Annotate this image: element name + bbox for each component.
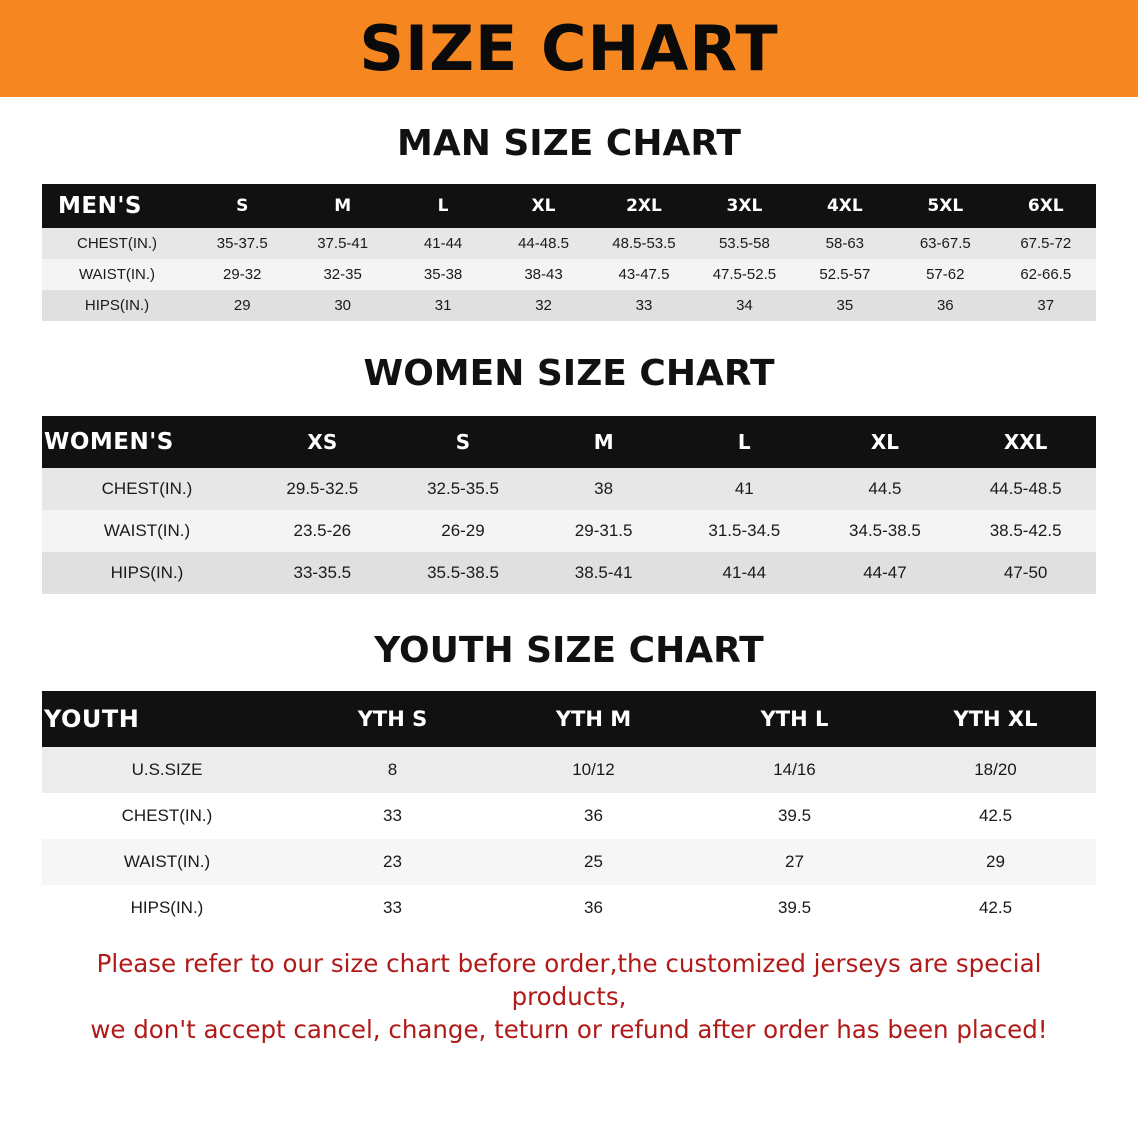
table-cell: 62-66.5 bbox=[996, 259, 1097, 290]
table-cell: 26-29 bbox=[393, 510, 534, 552]
table-cell: 32.5-35.5 bbox=[393, 468, 534, 510]
page-title: SIZE CHART bbox=[359, 11, 779, 85]
row-label: HIPS(IN.) bbox=[42, 290, 192, 321]
man-header-cell: M bbox=[292, 184, 392, 228]
note-line-2: we don't accept cancel, change, teturn or refund after order has been placed! bbox=[90, 1015, 1048, 1045]
table-cell: 29 bbox=[192, 290, 292, 321]
table-cell: 33 bbox=[292, 885, 493, 931]
table-cell: 38.5-41 bbox=[533, 552, 674, 594]
women-header-cell: WOMEN'S bbox=[42, 416, 252, 468]
table-cell: 38 bbox=[533, 468, 674, 510]
table-cell: 41-44 bbox=[393, 228, 493, 259]
table-cell: 41 bbox=[674, 468, 815, 510]
table-cell: 48.5-53.5 bbox=[594, 228, 694, 259]
man-header-cell: S bbox=[192, 184, 292, 228]
women-section-title: WOMEN SIZE CHART bbox=[363, 353, 775, 394]
table-cell: 47.5-52.5 bbox=[694, 259, 794, 290]
table-cell: 31 bbox=[393, 290, 493, 321]
women-header-cell: XXL bbox=[955, 416, 1096, 468]
man-header-cell: 6XL bbox=[996, 184, 1097, 228]
row-label: CHEST(IN.) bbox=[42, 793, 292, 839]
table-row bbox=[42, 885, 1096, 931]
table-cell: 14/16 bbox=[694, 747, 895, 793]
table-cell: 31.5-34.5 bbox=[674, 510, 815, 552]
women-header-cell: XL bbox=[815, 416, 956, 468]
row-label: WAIST(IN.) bbox=[42, 510, 252, 552]
women-size-table bbox=[42, 416, 1096, 594]
table-cell: 37.5-41 bbox=[292, 228, 392, 259]
women-table-wrap bbox=[0, 416, 1138, 594]
man-table-header-row bbox=[42, 184, 1096, 228]
table-cell: 23.5-26 bbox=[252, 510, 393, 552]
table-row bbox=[42, 228, 1096, 259]
table-cell: 39.5 bbox=[694, 793, 895, 839]
table-cell: 32 bbox=[493, 290, 593, 321]
man-section-title: MAN SIZE CHART bbox=[397, 123, 741, 164]
table-cell: 67.5-72 bbox=[996, 228, 1097, 259]
table-cell: 25 bbox=[493, 839, 694, 885]
table-row bbox=[42, 468, 1096, 510]
man-header-cell: 3XL bbox=[694, 184, 794, 228]
row-label: CHEST(IN.) bbox=[42, 468, 252, 510]
table-cell: 35.5-38.5 bbox=[393, 552, 534, 594]
youth-header-cell: YTH S bbox=[292, 691, 493, 747]
table-cell: 36 bbox=[895, 290, 995, 321]
women-header-cell: S bbox=[393, 416, 534, 468]
women-header-cell: M bbox=[533, 416, 674, 468]
table-cell: 33-35.5 bbox=[252, 552, 393, 594]
table-cell: 43-47.5 bbox=[594, 259, 694, 290]
youth-size-table bbox=[42, 691, 1096, 931]
size-chart-banner bbox=[0, 0, 1138, 97]
table-cell: 33 bbox=[594, 290, 694, 321]
table-cell: 30 bbox=[292, 290, 392, 321]
women-header-cell: XS bbox=[252, 416, 393, 468]
table-cell: 38-43 bbox=[493, 259, 593, 290]
table-cell: 29-31.5 bbox=[533, 510, 674, 552]
table-cell: 36 bbox=[493, 793, 694, 839]
youth-section-title: YOUTH SIZE CHART bbox=[374, 630, 764, 671]
table-row bbox=[42, 290, 1096, 321]
table-row bbox=[42, 793, 1096, 839]
table-cell: 58-63 bbox=[795, 228, 895, 259]
table-cell: 10/12 bbox=[493, 747, 694, 793]
table-row bbox=[42, 552, 1096, 594]
table-cell: 23 bbox=[292, 839, 493, 885]
table-cell: 34 bbox=[694, 290, 794, 321]
table-cell: 27 bbox=[694, 839, 895, 885]
table-cell: 36 bbox=[493, 885, 694, 931]
table-cell: 32-35 bbox=[292, 259, 392, 290]
table-cell: 37 bbox=[996, 290, 1097, 321]
youth-header-cell: YOUTH bbox=[42, 691, 292, 747]
table-cell: 44-48.5 bbox=[493, 228, 593, 259]
man-header-cell: 4XL bbox=[795, 184, 895, 228]
table-row bbox=[42, 510, 1096, 552]
women-header-cell: L bbox=[674, 416, 815, 468]
table-cell: 44.5-48.5 bbox=[955, 468, 1096, 510]
table-cell: 42.5 bbox=[895, 885, 1096, 931]
table-cell: 38.5-42.5 bbox=[955, 510, 1096, 552]
man-header-cell: 5XL bbox=[895, 184, 995, 228]
table-cell: 44-47 bbox=[815, 552, 956, 594]
table-cell: 35-38 bbox=[393, 259, 493, 290]
table-cell: 34.5-38.5 bbox=[815, 510, 956, 552]
table-cell: 29-32 bbox=[192, 259, 292, 290]
row-label: WAIST(IN.) bbox=[42, 259, 192, 290]
man-header-cell: 2XL bbox=[594, 184, 694, 228]
man-header-cell: MEN'S bbox=[42, 184, 192, 228]
table-cell: 29.5-32.5 bbox=[252, 468, 393, 510]
man-size-table bbox=[42, 184, 1096, 321]
row-label: U.S.SIZE bbox=[42, 747, 292, 793]
row-label: HIPS(IN.) bbox=[42, 885, 292, 931]
table-cell: 42.5 bbox=[895, 793, 1096, 839]
table-cell: 52.5-57 bbox=[795, 259, 895, 290]
table-cell: 47-50 bbox=[955, 552, 1096, 594]
youth-header-cell: YTH M bbox=[493, 691, 694, 747]
table-row bbox=[42, 259, 1096, 290]
row-label: HIPS(IN.) bbox=[42, 552, 252, 594]
row-label: WAIST(IN.) bbox=[42, 839, 292, 885]
youth-header-cell: YTH XL bbox=[895, 691, 1096, 747]
table-cell: 41-44 bbox=[674, 552, 815, 594]
table-cell: 53.5-58 bbox=[694, 228, 794, 259]
table-cell: 63-67.5 bbox=[895, 228, 995, 259]
table-cell: 8 bbox=[292, 747, 493, 793]
table-row bbox=[42, 839, 1096, 885]
man-header-cell: XL bbox=[493, 184, 593, 228]
table-cell: 39.5 bbox=[694, 885, 895, 931]
table-cell: 57-62 bbox=[895, 259, 995, 290]
youth-table-wrap bbox=[0, 691, 1138, 931]
table-cell: 29 bbox=[895, 839, 1096, 885]
youth-table-header-row bbox=[42, 691, 1096, 747]
man-table-wrap bbox=[0, 184, 1138, 321]
women-table-header-row bbox=[42, 416, 1096, 468]
table-row bbox=[42, 747, 1096, 793]
table-cell: 35 bbox=[795, 290, 895, 321]
order-policy-note bbox=[36, 947, 1102, 1046]
table-cell: 44.5 bbox=[815, 468, 956, 510]
table-cell: 18/20 bbox=[895, 747, 1096, 793]
man-header-cell: L bbox=[393, 184, 493, 228]
table-cell: 35-37.5 bbox=[192, 228, 292, 259]
note-line-1: Please refer to our size chart before order,the customized jerseys are special products, bbox=[96, 949, 1042, 1012]
row-label: CHEST(IN.) bbox=[42, 228, 192, 259]
youth-header-cell: YTH L bbox=[694, 691, 895, 747]
table-cell: 33 bbox=[292, 793, 493, 839]
